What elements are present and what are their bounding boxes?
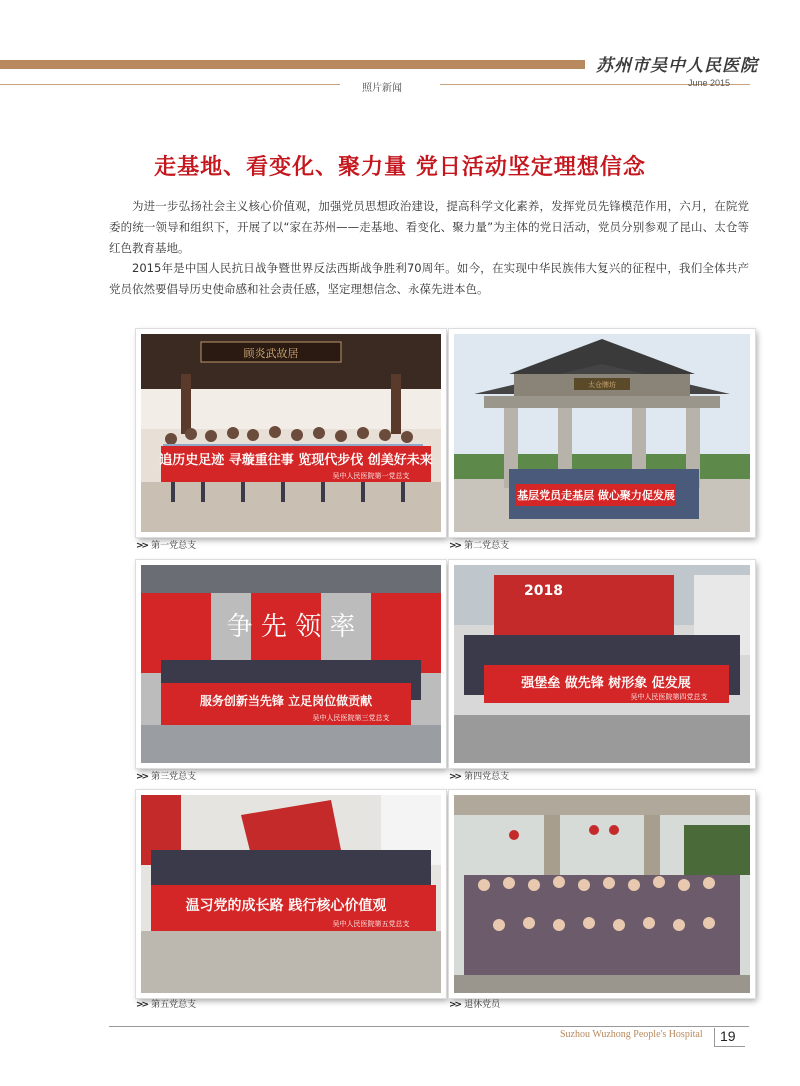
photo-1-caption: >> 第一党总支 [136, 541, 197, 551]
photo-5-banner-sub: 吴中人民医院第五党总支 [332, 920, 410, 928]
issue-date: June 2015 [688, 78, 731, 88]
photo-4-caption: >> 第四党总支 [449, 772, 510, 782]
photo-2-sign: 太仓牌坊 [588, 381, 616, 389]
photo-3-banner: 服务创新当先锋 立足岗位做贡献 [199, 694, 373, 708]
photo-1-banner: 追历史足迹 寻璇重往事 览现代步伐 创美好未来 [159, 453, 433, 468]
footer-hospital-en: Suzhou Wuzhong People's Hospital [560, 1029, 703, 1040]
photo-4-banner-sub: 吴中人民医院第四党总支 [630, 693, 708, 701]
photo-3-banner-sub: 吴中人民医院第三党总支 [312, 714, 390, 722]
photo-branch-1 [136, 329, 446, 537]
photo-retired [449, 790, 755, 998]
photo-2-caption: >> 第二党总支 [449, 541, 510, 551]
photo-4-banner: 强堡垒 做先锋 树形象 促发展 [521, 676, 691, 691]
photo-branch-2 [449, 329, 755, 537]
photo-branch-4 [449, 560, 755, 768]
photo-4-sign: 2018 [524, 583, 563, 599]
hospital-name: 苏州市吴中人民医院 [596, 56, 758, 76]
photo-3-caption: >> 第三党总支 [136, 772, 197, 782]
article-paragraph-2: 2015年是中国人民抗日战争暨世界反法西斯战争胜利70周年。如今，在实现中华民族伟大复兴的征程中，我们全体共产党员依然要倡导历史使命感和社会责任感，坚定理想信念、永葆先进本色。 [109, 261, 749, 296]
article-paragraph-1: 为进一步弘扬社会主义核心价值观，加强党员思想政治建设，提高科学文化素养，发挥党员先锋模范作用，六月，在院党委的统一领导和组织下，开展了以“家在苏州——走基地、看变化、聚力量”为主体的党日活动，党员分别参观了昆山、太仓等红色教育基地。 [109, 199, 749, 255]
photo-3-sign: 争 先 领 率 [226, 612, 356, 642]
photo-5-caption: >> 第五党总支 [136, 1000, 197, 1010]
footer-divider [109, 1026, 749, 1027]
photo-1-sign: 顾炎武故居 [243, 347, 299, 360]
page-number: 19 [720, 1028, 736, 1044]
article-headline: 走基地、看变化、聚力量 党日活动坚定理想信念 [154, 155, 646, 180]
photo-5-banner: 温习党的成长路 践行核心价值观 [185, 898, 387, 914]
photo-2-banner: 基层党员走基层 做心聚力促发展 [517, 489, 675, 502]
photo-1-banner-sub: 吴中人民医院第一党总支 [332, 472, 410, 480]
photo-6-caption: >> 退休党员 [449, 1000, 501, 1010]
header-divider-left [0, 84, 340, 85]
section-label: 照片新闻 [362, 83, 402, 94]
photo-branch-3 [136, 560, 446, 768]
photo-branch-5 [136, 790, 446, 998]
header-bar [0, 60, 585, 69]
